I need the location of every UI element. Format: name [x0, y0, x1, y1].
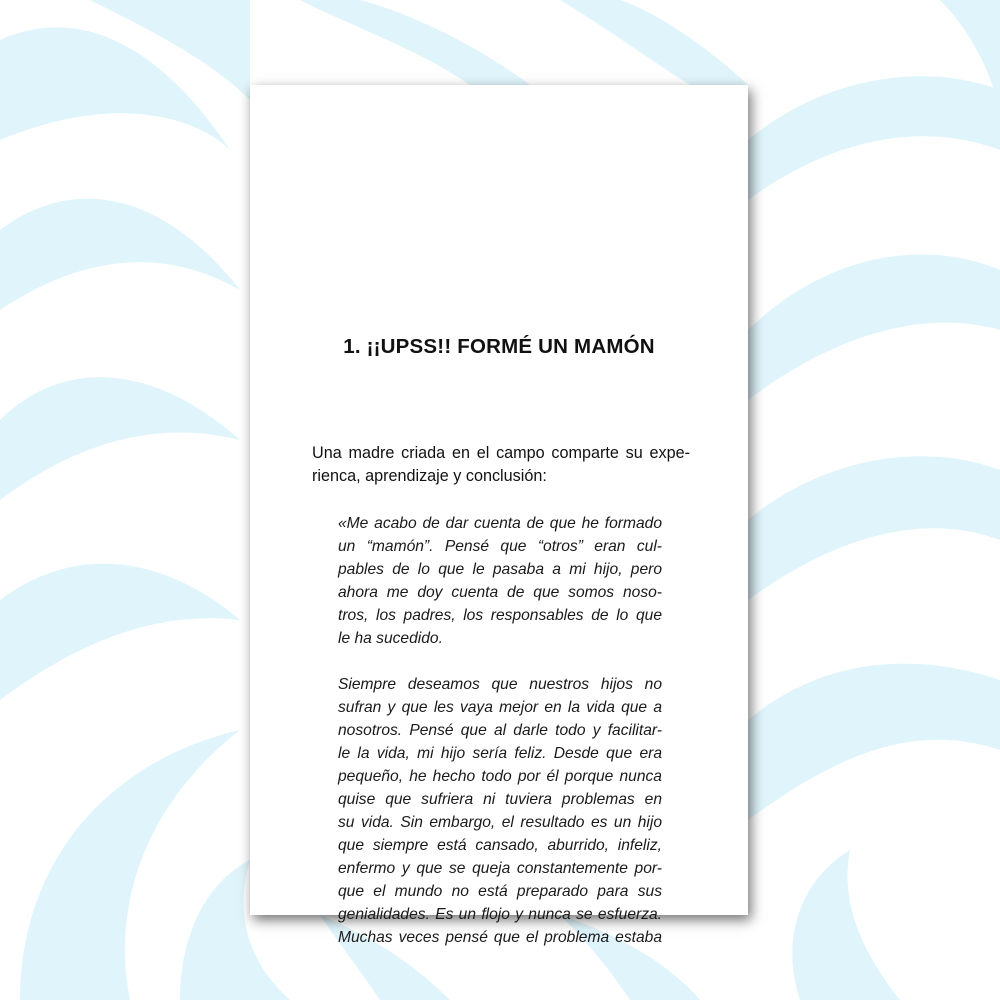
wave-shape [748, 254, 1000, 400]
quote-line: sufran y que les vaya mejor en la vida que a [338, 699, 662, 716]
quote-line: le ha sucedido. [338, 630, 443, 647]
quote-line: quise que sufriera ni tuviera problemas en [338, 791, 662, 808]
wave-shape [792, 850, 900, 1000]
quote-line: su vida. Sin embargo, el resultado es un hijo [338, 814, 662, 831]
quote-line: le la vida, mi hijo sería feliz. Desde que era [338, 745, 662, 762]
wave-shape [748, 76, 1000, 200]
wave-shape [748, 664, 1000, 820]
wave-shape [748, 456, 1000, 600]
quote-line: Siempre deseamos que nuestros hijos no [338, 676, 662, 693]
book-page [250, 85, 748, 946]
quote-line: Muchas veces pensé que el problema estaba [338, 929, 662, 946]
quote-line: «Me acabo de dar cuenta de que he formado [338, 515, 662, 532]
quote-line: que el mundo no está preparado para sus [338, 883, 662, 900]
quote-line: nosotros. Pensé que al darle todo y facilitar- [338, 722, 662, 739]
quote-line: ahora me doy cuenta de que somos noso- [338, 584, 662, 601]
wave-shape [0, 377, 240, 500]
quote-line: pables de lo que le pasaba a mi hijo, pero [338, 561, 662, 578]
chapter-title: 1. ¡¡UPSS!! FORMÉ UN MAMÓN [343, 335, 655, 358]
wave-shape [560, 0, 748, 85]
quote-line: que siempre está cansado, aburrido, infeliz, [338, 837, 662, 854]
quote-paragraph [338, 512, 662, 650]
wave-shape [300, 0, 530, 85]
intro-line: rienca, aprendizaje y conclusión: [312, 467, 547, 485]
wave-shape [0, 199, 240, 310]
intro-line: Una madre criada en el campo comparte su expe- [312, 444, 690, 462]
quote-line: tros, los padres, los responsables de lo que [338, 607, 662, 624]
quote-line: pequeño, he hecho todo por él porque nunca [338, 768, 662, 785]
quote-line: un “mamón”. Pensé que “otros” eran cul- [338, 538, 662, 555]
wave-shape [0, 564, 240, 700]
quote-line: genialidades. Es un flojo y nunca se esfuerza. [338, 906, 662, 923]
intro-paragraph [312, 442, 690, 488]
quote-paragraph [338, 673, 662, 949]
quote-line: enfermo y que se queja constantemente por- [338, 860, 662, 877]
